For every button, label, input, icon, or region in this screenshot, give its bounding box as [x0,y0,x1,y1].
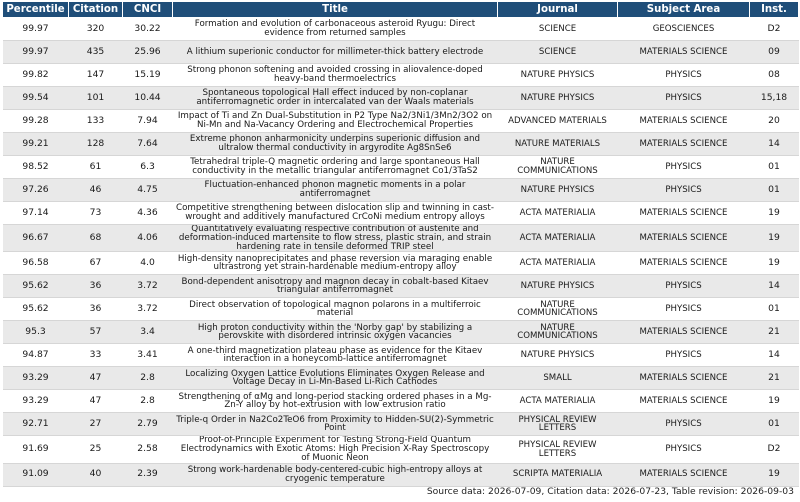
table-row[interactable] [3,367,799,390]
cell-citation: 67 [69,252,123,275]
cell-subject-area: MATERIALS SCIENCE [618,41,750,64]
cell-inst: 01 [750,413,799,436]
cell-journal: SCIENCE [498,18,618,41]
cell-citation: 27 [69,413,123,436]
cell-percentile: 93.29 [3,367,69,390]
cell-title[interactable]: High-density nanoprecipitates and phase reversion via maraging enable ultrastrong yet strain-hardenable medium-entropy alloy [173,252,498,275]
cell-citation: 36 [69,275,123,298]
header-cnci[interactable]: CNCI [123,2,173,18]
table-row[interactable] [3,225,799,252]
cell-journal: NATURE PHYSICS [498,275,618,298]
cell-title[interactable]: Formation and evolution of carbonaceous asteroid Ryugu: Direct evidence from returned samples [173,18,498,41]
cell-subject-area: MATERIALS SCIENCE [618,202,750,225]
cell-percentile: 99.97 [3,41,69,64]
cell-citation: 57 [69,321,123,344]
cell-cnci: 3.41 [123,344,173,367]
cell-journal: ACTA MATERIALIA [498,252,618,275]
cell-percentile: 96.67 [3,225,69,252]
cell-cnci: 4.36 [123,202,173,225]
cell-journal: NATURE PHYSICS [498,344,618,367]
cell-subject-area: MATERIALS SCIENCE [618,463,750,486]
cell-cnci: 2.39 [123,463,173,486]
cell-citation: 147 [69,64,123,87]
table-row[interactable] [3,252,799,275]
cell-title[interactable]: Spontaneous topological Hall effect induced by non-coplanar antiferromagnetic order in intercalated van der Waals materials [173,87,498,110]
table-row[interactable] [3,87,799,110]
cell-journal: NATURE COMMUNICATIONS [498,298,618,321]
cell-title[interactable]: Impact of Ti and Zn Dual-Substitution in P2 Type Na2/3Ni1/3Mn2/3O2 on Ni-Mn and Na-Vacancy Ordering and Electrochemical Properties [173,110,498,133]
cell-citation: 47 [69,390,123,413]
cell-percentile: 91.09 [3,463,69,486]
table-row[interactable] [3,321,799,344]
cell-journal: SCRIPTA MATERIALIA [498,463,618,486]
cell-inst: 15,18 [750,87,799,110]
cell-inst: 20 [750,110,799,133]
table-row[interactable] [3,133,799,156]
cell-inst: 01 [750,298,799,321]
cell-cnci: 3.72 [123,298,173,321]
header-subject-area[interactable]: Subject Area [618,2,750,18]
table-row[interactable] [3,436,799,463]
table-row[interactable] [3,275,799,298]
footer-revision-date: Table revision: 2026-09-03 [671,486,794,497]
cell-subject-area: MATERIALS SCIENCE [618,225,750,252]
cell-cnci: 25.96 [123,41,173,64]
table-row[interactable] [3,64,799,87]
cell-subject-area: MATERIALS SCIENCE [618,252,750,275]
cell-inst: 08 [750,64,799,87]
cell-journal: ADVANCED MATERIALS [498,110,618,133]
cell-citation: 46 [69,179,123,202]
cell-percentile: 99.82 [3,64,69,87]
table-row[interactable] [3,156,799,179]
cell-title[interactable]: A one-third magnetization plateau phase as evidence for the Kitaev interaction in a honeycomb-lattice antiferromagnet [173,344,498,367]
cell-citation: 25 [69,436,123,463]
cell-citation: 33 [69,344,123,367]
cell-inst: 21 [750,367,799,390]
cell-citation: 73 [69,202,123,225]
cell-subject-area: MATERIALS SCIENCE [618,321,750,344]
cell-title[interactable]: Fluctuation-enhanced phonon magnetic moments in a polar antiferromagnet [173,179,498,202]
cell-journal: PHYSICAL REVIEW LETTERS [498,436,618,463]
cell-citation: 47 [69,367,123,390]
cell-percentile: 95.62 [3,275,69,298]
cell-subject-area: PHYSICS [618,87,750,110]
cell-cnci: 2.79 [123,413,173,436]
cell-percentile: 98.52 [3,156,69,179]
cell-cnci: 2.8 [123,390,173,413]
cell-percentile: 99.21 [3,133,69,156]
cell-percentile: 93.29 [3,390,69,413]
cell-journal: NATURE PHYSICS [498,179,618,202]
cell-percentile: 95.62 [3,298,69,321]
cell-subject-area: PHYSICS [618,298,750,321]
table-row[interactable] [3,390,799,413]
cell-citation: 40 [69,463,123,486]
cell-subject-area: PHYSICS [618,344,750,367]
cell-cnci: 3.4 [123,321,173,344]
cell-title[interactable]: Bond-dependent anisotropy and magnon decay in cobalt-based Kitaev triangular antiferromagnet [173,275,498,298]
cell-cnci: 4.06 [123,225,173,252]
cell-title[interactable]: High proton conductivity within the 'Norby gap' by stabilizing a perovskite with disordered intrinsic oxygen vacancies [173,321,498,344]
cell-inst: 19 [750,390,799,413]
table-row[interactable] [3,413,799,436]
cell-journal: PHYSICAL REVIEW LETTERS [498,413,618,436]
cell-inst: 21 [750,321,799,344]
cell-citation: 133 [69,110,123,133]
cell-subject-area: MATERIALS SCIENCE [618,367,750,390]
cell-inst: 01 [750,156,799,179]
cell-inst: D2 [750,18,799,41]
footer-source-date: Source data: 2026-07-09, [426,486,545,497]
cell-percentile: 96.58 [3,252,69,275]
cell-journal: SCIENCE [498,41,618,64]
cell-percentile: 97.14 [3,202,69,225]
table-row[interactable] [3,110,799,133]
cell-title[interactable]: Localizing Oxygen Lattice Evolutions Eliminates Oxygen Release and Voltage Decay in Li-Mn-Based Li-Rich Cathodes [173,367,498,390]
cell-citation: 435 [69,41,123,64]
cell-cnci: 2.58 [123,436,173,463]
cell-inst: 14 [750,275,799,298]
table-row[interactable] [3,18,799,41]
cell-subject-area: PHYSICS [618,413,750,436]
cell-inst: 19 [750,252,799,275]
table-row[interactable] [3,41,799,64]
cell-citation: 128 [69,133,123,156]
cell-title[interactable]: Strong work-hardenable body-centered-cubic high-entropy alloys at cryogenic temperature [173,463,498,486]
cell-title[interactable]: Strengthening of αMg and long-period stacking ordered phases in a Mg-Zn-Y alloy by hot-extrusion with low extrusion ratio [173,390,498,413]
table-footer [427,486,794,497]
cell-journal: SMALL [498,367,618,390]
table-row[interactable] [3,463,799,486]
cell-title[interactable]: Direct observation of topological magnon polarons in a multiferroic material [173,298,498,321]
cell-title[interactable]: Quantitatively evaluating respective contribution of austenite and deformation-induced martensite to flow stress, plastic strain, and strain hardening rate in tensile deformed TRIP steel [173,225,498,252]
cell-cnci: 3.72 [123,275,173,298]
cell-cnci: 30.22 [123,18,173,41]
cell-cnci: 7.64 [123,133,173,156]
cell-title[interactable]: Triple-q Order in Na2Co2TeO6 from Proximity to Hidden-SU(2)-Symmetric Point [173,413,498,436]
header-citation[interactable]: Citation [69,2,123,18]
cell-cnci: 15.19 [123,64,173,87]
cell-journal: ACTA MATERIALIA [498,225,618,252]
header-percentile[interactable]: Percentile [3,2,69,18]
table-row[interactable] [3,202,799,225]
cell-subject-area: PHYSICS [618,275,750,298]
cell-title[interactable]: Proof-of-Principle Experiment for Testing Strong-Field Quantum Electrodynamics with Exotic Atoms: High Precision X-Ray Spectroscopy of Muonic Neon [173,436,498,463]
cell-journal: NATURE MATERIALS [498,133,618,156]
table-header-row [3,2,799,18]
table-row[interactable] [3,344,799,367]
cell-citation: 68 [69,225,123,252]
cell-cnci: 6.3 [123,156,173,179]
cell-journal: ACTA MATERIALIA [498,202,618,225]
cell-inst: D2 [750,436,799,463]
cell-cnci: 4.75 [123,179,173,202]
cell-cnci: 2.8 [123,367,173,390]
cell-percentile: 99.54 [3,87,69,110]
cell-inst: 19 [750,202,799,225]
cell-inst: 14 [750,344,799,367]
cell-title[interactable]: Strong phonon softening and avoided crossing in aliovalence-doped heavy-band thermoelectrics [173,64,498,87]
cell-journal: NATURE PHYSICS [498,64,618,87]
cell-title[interactable]: Extreme phonon anharmonicity underpins superionic diffusion and ultralow thermal conductivity in argyrodite Ag8SnSe6 [173,133,498,156]
cell-journal: ACTA MATERIALIA [498,390,618,413]
cell-journal: NATURE PHYSICS [498,87,618,110]
cell-citation: 320 [69,18,123,41]
cell-title[interactable]: A lithium superionic conductor for millimeter-thick battery electrode [173,41,498,64]
cell-cnci: 4.0 [123,252,173,275]
cell-subject-area: PHYSICS [618,179,750,202]
cell-subject-area: MATERIALS SCIENCE [618,133,750,156]
cell-inst: 09 [750,41,799,64]
cell-journal: NATURE COMMUNICATIONS [498,156,618,179]
cell-subject-area: GEOSCIENCES [618,18,750,41]
cell-citation: 101 [69,87,123,110]
cell-percentile: 97.26 [3,179,69,202]
header-inst[interactable]: Inst. [750,2,799,18]
cell-cnci: 10.44 [123,87,173,110]
header-title[interactable]: Title [173,2,498,18]
table-row[interactable] [3,179,799,202]
cell-journal: NATURE COMMUNICATIONS [498,321,618,344]
cell-inst: 01 [750,179,799,202]
cell-title[interactable]: Competitive strengthening between dislocation slip and twinning in cast-wrought and additively manufactured CrCoNi medium entropy alloys [173,202,498,225]
table-body [3,18,799,487]
cell-percentile: 95.3 [3,321,69,344]
cell-subject-area: MATERIALS SCIENCE [618,390,750,413]
cell-cnci: 7.94 [123,110,173,133]
cell-inst: 14 [750,133,799,156]
table-row[interactable] [3,298,799,321]
cell-percentile: 92.71 [3,413,69,436]
cell-subject-area: PHYSICS [618,436,750,463]
cell-citation: 36 [69,298,123,321]
footer-citation-date: Citation data: 2026-07-23, [547,486,669,497]
cell-inst: 19 [750,225,799,252]
cell-citation: 61 [69,156,123,179]
cell-subject-area: MATERIALS SCIENCE [618,110,750,133]
publications-table [2,1,799,487]
cell-title[interactable]: Tetrahedral triple-Q magnetic ordering and large spontaneous Hall conductivity in the metallic triangular antiferromagnet Co1/3TaS2 [173,156,498,179]
cell-inst: 19 [750,463,799,486]
cell-percentile: 99.97 [3,18,69,41]
cell-percentile: 94.87 [3,344,69,367]
cell-percentile: 99.28 [3,110,69,133]
cell-subject-area: PHYSICS [618,156,750,179]
cell-percentile: 91.69 [3,436,69,463]
header-journal[interactable]: Journal [498,2,618,18]
cell-subject-area: PHYSICS [618,64,750,87]
